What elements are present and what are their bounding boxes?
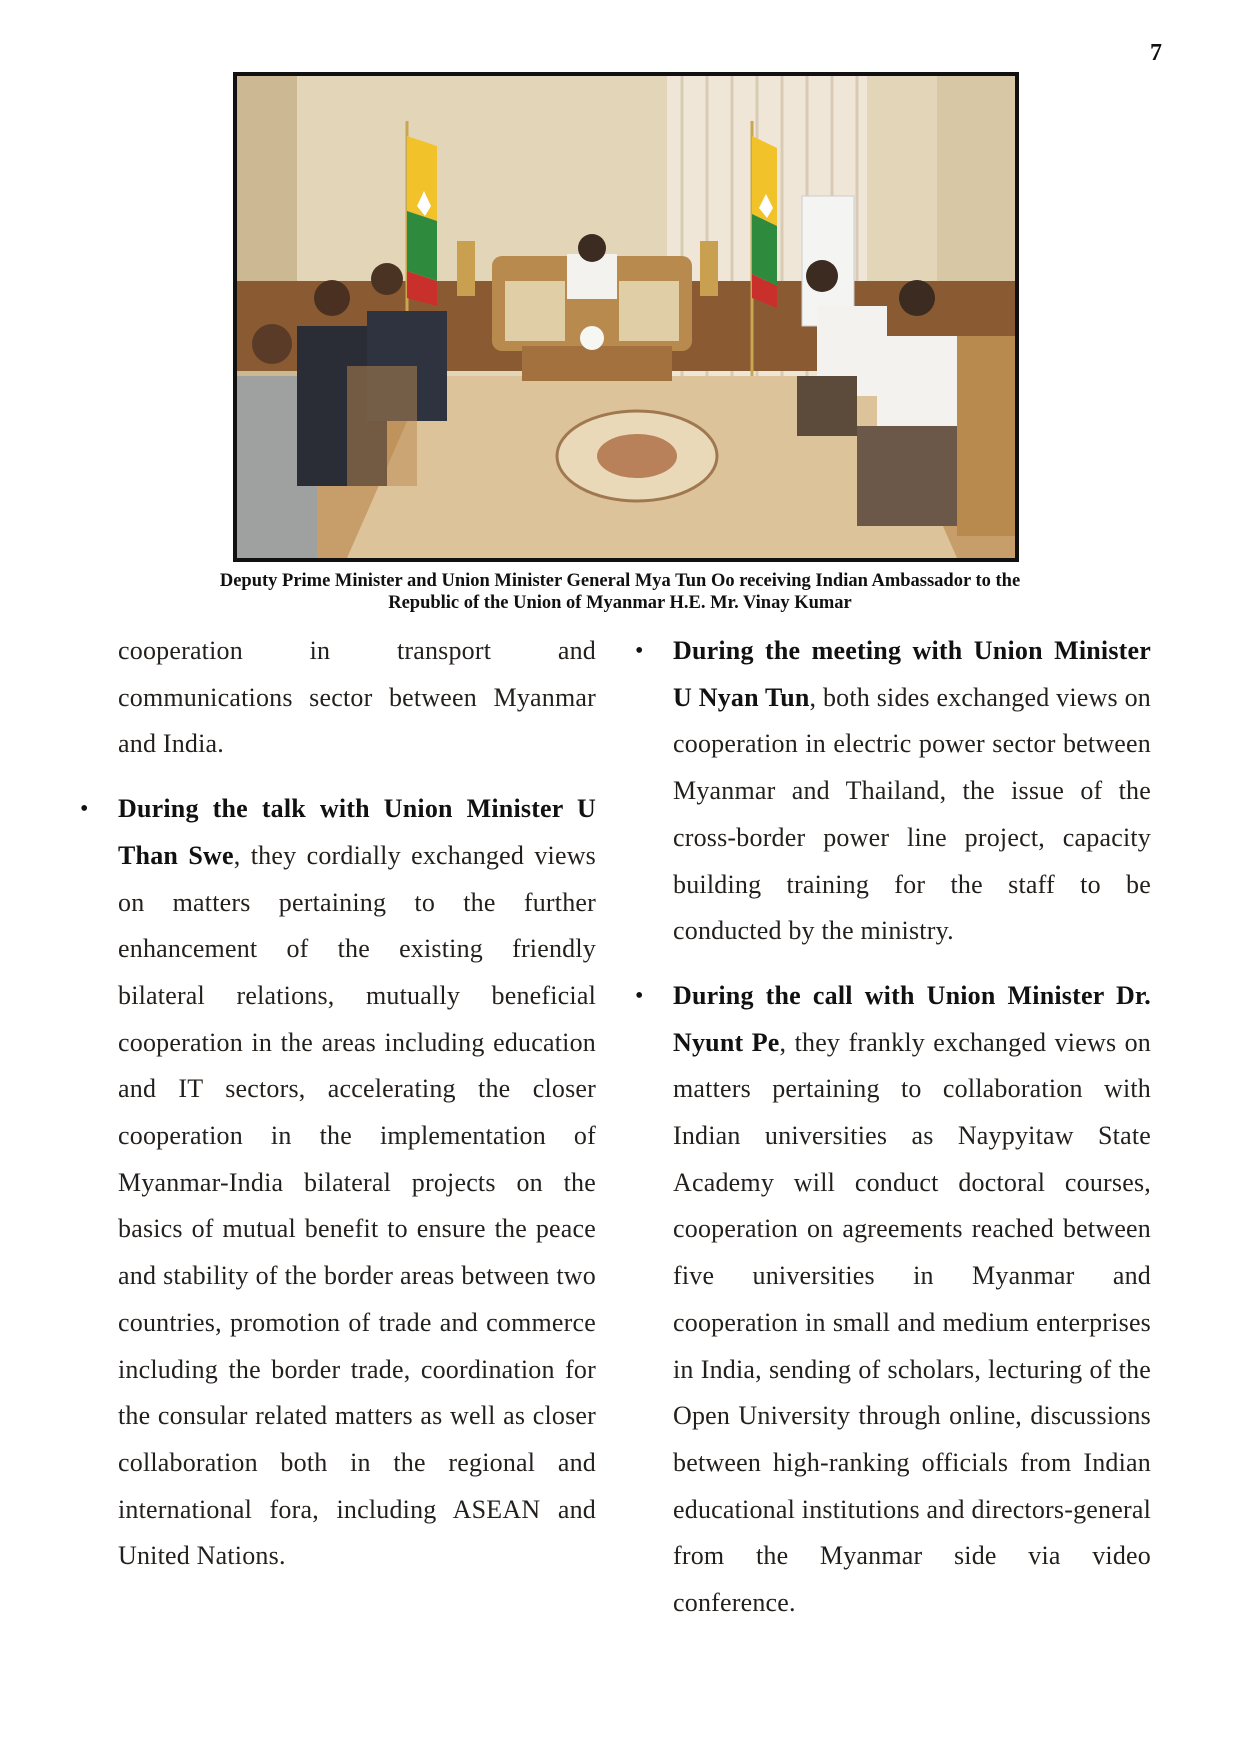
right-column: [635, 628, 1151, 1627]
continuation-paragraph: cooperation in transport and communications sector between Myanmar and India.: [118, 636, 596, 759]
bullet-dot: •: [80, 796, 89, 823]
bullet-body: , they cordially exchanged views on matters pertaining to the further enhancement of the existing friendly bilateral relations, mutually beneficial cooperation in the areas including education and IT sectors, accelerating the closer cooperation in the implementation of Myanmar-India bilateral projects on the basics of mutual benefit to ensure the peace and stability of the border areas between two countries, promotion of trade and commerce including the border trade, coordination for the consular related matters as well as closer collaboration both in the regional and international fora, including ASEAN and United Nations.: [118, 840, 596, 1571]
bullet-dot: •: [635, 982, 644, 1009]
bullet-lead: During the call with Union Minister Dr. Nyunt Pe: [673, 980, 1151, 1057]
bullet-lead: During the talk with Union Minister U Than Swe: [118, 794, 596, 870]
photo-caption: [140, 570, 1100, 614]
bullet-dot: •: [635, 638, 644, 664]
bullet-body: , they frankly exchanged views on matters pertaining to collaboration with Indian universities as Naypyitaw State Academy will conduct doctoral courses, cooperation on agreements reached between five universities in Myanmar and cooperation in small and medium enterprises in India, sending of scholars, lecturing of the Open University through online, discussions between high-ranking officials from Indian educational institutions and directors-general from the Myanmar side via video conference.: [673, 1027, 1151, 1618]
bullet-lead: During the meeting with Union Minister U Nyan Tun: [673, 636, 1151, 712]
page-number: 7: [1150, 40, 1162, 66]
bullet-nyunt-pe: [635, 973, 1151, 1627]
caption-line-1: Deputy Prime Minister and Union Minister General Mya Tun Oo receiving Indian Ambassador to the: [219, 571, 1021, 591]
bullet-than-swe: [80, 786, 596, 1580]
bullet-body: , both sides exchanged views on cooperation in electric power sector between Myanmar and Thailand, the issue of the cross-border power line project, capacity building training for the staff to be conducted by the ministry.: [673, 682, 1151, 946]
meeting-photo-illustration: [237, 76, 1015, 558]
left-column: [80, 628, 596, 1580]
bullet-nyan-tun: [635, 628, 1151, 955]
meeting-photo: [233, 72, 1019, 562]
caption-line-2: Republic of the Union of Myanmar H.E. Mr. Vinay Kumar: [388, 593, 852, 613]
